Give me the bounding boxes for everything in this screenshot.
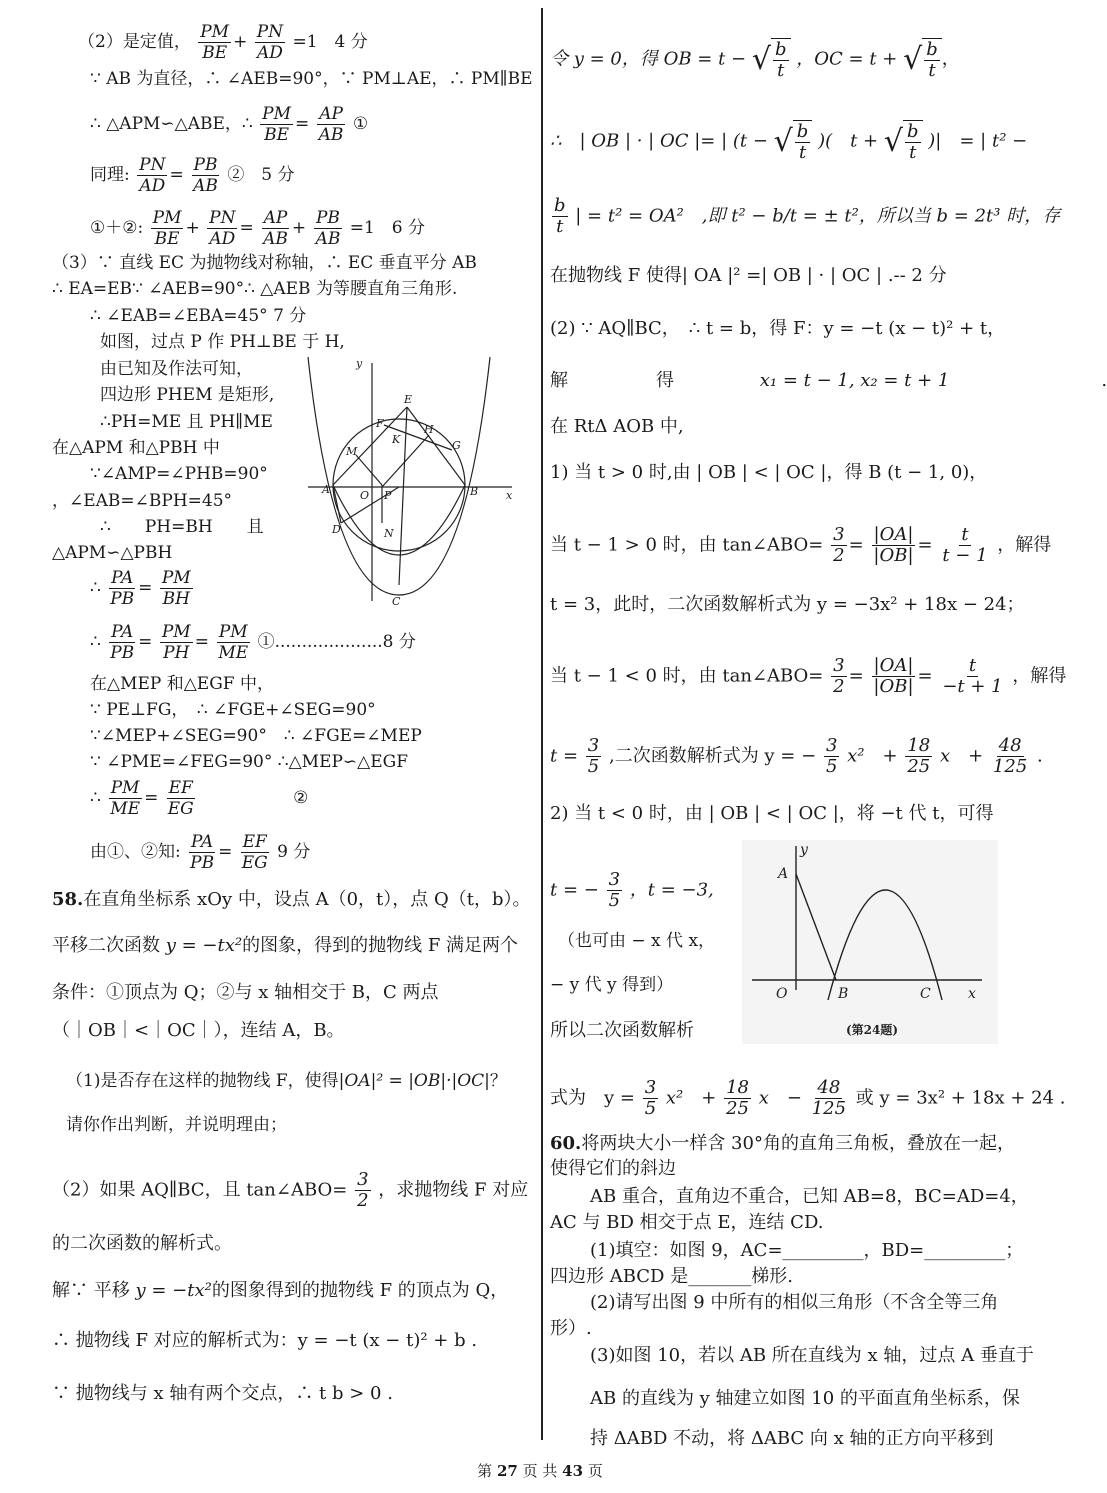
- figure-circle-parabola: [300, 355, 518, 607]
- figure-question-24: [742, 840, 998, 1044]
- line-r13: 2) 当 t < 0 时，由 | OB | < | OC |，将 −t 代 t，可得: [550, 803, 994, 824]
- line-l13: 在△APM 和△PBH 中: [52, 438, 220, 458]
- line-l1: （2）是定值， $\frac{PM}{BE}$ + $\frac{PN}{AD}$ =1 4 分: [78, 22, 368, 63]
- page-footer: 第 27 页 共 43 页: [477, 1462, 603, 1480]
- label-h: H: [424, 423, 434, 436]
- line-q58c: 条件：①顶点为 Q；②与 x 轴相交于 B，C 两点: [52, 982, 439, 1003]
- line-l17: △APM∽△PBH: [52, 543, 173, 563]
- line-r12: t = $\frac{3}{5}$ ,二次函数解析式为 y = − $\frac{3}{5}$ x² + $\frac{18}{25}$ x + $\frac{48}{125}$ .: [550, 735, 1043, 777]
- label-x: x: [506, 489, 513, 502]
- segment-ae: [333, 407, 407, 485]
- line-q60g: (2)请写出图 9 中所有的相似三角形（不含全等三角: [590, 1292, 999, 1313]
- line-r14: t = − $\frac{3}{5}$ ，t = −3,: [550, 869, 714, 911]
- line-r1: 令 y = 0，得 OB = t − √ $\frac{b}{t}$ ，OC = t + √ $\frac{b}{t}$ ，: [550, 39, 960, 81]
- line-r2: ∴ | OB | · | OC |= | (t − √ $\frac{b}{t}$ )( t + √ $\frac{b}{t}$ )| = | t² −: [550, 121, 1028, 163]
- line-q60c: AB 重合，直角边不重合，已知 AB=8，BC=AD=4，: [590, 1186, 1029, 1207]
- label-a: A: [322, 483, 330, 496]
- segment-mp: [356, 455, 382, 485]
- line-q58g: （2）如果 AQ∥BC，且 tan∠ABO= $\frac{3}{2}$ ，求抛物线 F 对应: [52, 1169, 529, 1211]
- line-r10: t = 3，此时，二次函数解析式为 y = −3x² + 18x − 24；: [550, 594, 1025, 615]
- line-l25: 由①、②知: $\frac{PA}{PB}$ = $\frac{EF}{EG}$ 9 分: [90, 832, 311, 873]
- line-l22: ∵∠MEP+∠SEG=90° ∴ ∠FGE=∠MEP: [90, 726, 422, 746]
- line-l8: ∴ ∠EAB=∠EBA=45° 7 分: [90, 306, 307, 326]
- line-r15: （也可由 − x 代 x，: [558, 931, 716, 951]
- line-r4: 在抛物线 F 使得| OA |² =| OB | · | OC | .-- 2 分: [550, 265, 947, 286]
- line-q60b: 使得它们的斜边: [550, 1158, 676, 1179]
- line-r3: $\frac{b}{t}$ | = t² = OA² ,即 t² − b/t = ± t²，所以当 b = 2t³ 时，存: [554, 195, 1061, 237]
- line-r16: − y 代 y 得到）: [550, 975, 674, 995]
- label-o: O: [360, 489, 370, 502]
- line-l6: （3）∵ 直线 EC 为抛物线对称轴，∴ EC 垂直平分 AB: [52, 253, 477, 273]
- line-q60d: AC 与 BD 相交于点 E，连结 CD.: [550, 1212, 824, 1233]
- line-r17: 所以二次函数解析: [550, 1020, 694, 1041]
- line-l24: ∴ $\frac{PM}{ME}$ = $\frac{EF}{EG}$ ②: [90, 778, 309, 819]
- line-r7: 在 RtΔ AOB 中,: [550, 416, 684, 437]
- figure-caption: (第24题): [846, 1023, 899, 1037]
- line-q58e: （1)是否存在这样的抛物线 F，使得|OA|² = |OB|·|OC|？: [66, 1071, 507, 1091]
- question-58-stem: 58.在直角坐标系 xOy 中，设点 A（0，t），点 Q（t，b）。: [52, 889, 531, 910]
- label-g: G: [452, 439, 461, 452]
- label-d: D: [332, 523, 341, 536]
- label-f: F: [376, 417, 384, 430]
- line-l2: ∵ AB 为直径，∴ ∠AEB=90°，∵ PM⊥AE，∴ PM∥BE: [90, 69, 533, 89]
- label-o: O: [776, 986, 788, 1002]
- label-y: y: [800, 842, 808, 858]
- line-l11: 四边形 PHEM 是矩形,: [100, 385, 275, 405]
- column-divider: [541, 8, 543, 1440]
- line-l4: 同理: $\frac{PN}{AD}$ = $\frac{PB}{AB}$ ② 5 分: [90, 155, 295, 196]
- line-q60f: 四边形 ABCD 是_______梯形.: [550, 1266, 793, 1287]
- line-l14: ∵∠AMP=∠PHB=90°: [90, 464, 268, 484]
- line-q58h: 的二次函数的解析式。: [52, 1233, 232, 1254]
- line-l10: 由已知及作法可知，: [100, 359, 253, 379]
- label-b: B: [470, 485, 479, 498]
- line-r11: 当 t − 1 < 0 时，由 tan∠ABO= $\frac{3}{2}$ = $\frac{|OA|}{|OB|}$ = $\frac{t}{-t + 1}$ ，解得: [550, 655, 1067, 697]
- line-l23: ∵ ∠PME=∠FEG=90° ∴△MEP∽△EGF: [90, 752, 409, 772]
- line-l9: 如图，过点 P 作 PH⊥BE 于 H,: [100, 332, 345, 352]
- line-q60k: 持 ΔABD 不动，将 ΔABC 向 x 轴的正方向平移到: [590, 1428, 994, 1449]
- line-l18: ∴ $\frac{PA}{PB}$ = $\frac{PM}{BH}$: [90, 568, 191, 609]
- parabola-lower: [333, 485, 465, 555]
- label-y: y: [356, 357, 363, 370]
- line-r8: 1) 当 t > 0 时,由 | OB | < | OC |，得 B (t − 1, 0)，: [550, 462, 988, 483]
- line-l7: ∴ EA=EB∵ ∠AEB=90°∴ △AEB 为等腰直角三角形.: [52, 279, 458, 299]
- frac-pm-be: $\frac{PM}{BE}$: [200, 22, 230, 63]
- line-q58d: （｜OB｜<｜OC｜），连结 A，B。: [52, 1020, 345, 1041]
- line-q60j: AB 的直线为 y 轴建立如图 10 的平面直角坐标系，保: [590, 1388, 1020, 1409]
- line-q58i: 解∵ 平移 y = −tx²的图象得到的抛物线 F 的顶点为 Q，: [52, 1280, 509, 1301]
- line-l3: ∴ △APM∽△ABE，∴ $\frac{PM}{BE}$ = $\frac{AP}{AB}$ ①: [90, 104, 369, 145]
- line-r18: 式为 y = $\frac{3}{5}$ x² + $\frac{18}{25}$ x − $\frac{48}{125}$ 或 y = 3x² + 18x + 24 .: [550, 1077, 1066, 1119]
- line-l16: ∴ PH=BH 且: [100, 517, 264, 537]
- line-r6: 解 得 x₁ = t − 1, x₂ = t + 1 .: [550, 370, 1107, 391]
- question-60-stem: 60.将两块大小一样含 30°角的直角三角板，叠放在一起，: [550, 1133, 1015, 1154]
- line-r5: (2) ∵ AQ∥BC， ∴ t = b，得 F：y = −t (x − t)² + t，: [550, 318, 1006, 339]
- current-page-number: 27: [496, 1462, 518, 1480]
- line-q58f: 请你作出判断，并说明理由；: [66, 1115, 287, 1135]
- label-a: A: [778, 866, 789, 882]
- label-e: E: [404, 393, 413, 406]
- line-l19: ∴ $\frac{PA}{PB}$ = $\frac{PM}{PH}$ = $\frac{PM}{ME}$ ①....................8 分: [90, 622, 416, 663]
- label-k: K: [392, 433, 401, 446]
- label-b: B: [838, 986, 849, 1002]
- label-x: x: [968, 986, 976, 1002]
- line-q58j: ∴ 抛物线 F 对应的解析式为：y = −t (x − t)² + b .: [52, 1330, 478, 1351]
- frac-pn-ad: $\frac{PN}{AD}$: [256, 22, 284, 63]
- parabola-large: [308, 357, 490, 595]
- label-m: M: [346, 445, 358, 458]
- line-l21: ∵ PE⊥FG， ∴ ∠FGE+∠SEG=90°: [90, 700, 376, 720]
- line-q58k: ∵ 抛物线与 x 轴有两个交点，∴ t b > 0 .: [52, 1383, 393, 1404]
- label-p: P: [384, 489, 392, 502]
- label-c: C: [392, 595, 401, 608]
- line-q60h: 形）.: [550, 1318, 592, 1339]
- line-r9: 当 t − 1 > 0 时，由 tan∠ABO= $\frac{3}{2}$ = $\frac{|OA|}{|OB|}$ = $\frac{t}{t - 1}$ ，解得: [550, 524, 1052, 566]
- line-l12: ∴PH=ME 且 PH∥ME: [100, 412, 273, 432]
- line-q60i: (3)如图 10，若以 AB 所在直线为 x 轴，过点 A 垂直于: [590, 1345, 1034, 1366]
- line-q60e: (1)填空：如图 9，AC=_________，BD=_________；: [590, 1240, 1024, 1261]
- line-l20: 在△MEP 和△EGF 中，: [90, 674, 274, 694]
- label-n: N: [384, 527, 394, 540]
- line-l5: ①＋②: $\frac{PM}{BE}$ + $\frac{PN}{AD}$ = $\frac{AP}{AB}$ + $\frac{PB}{AB}$ =1 6 分: [90, 208, 426, 249]
- total-page-number: 43: [562, 1462, 584, 1480]
- line-q58b: 平移二次函数 y = −tx²的图象，得到的抛物线 F 满足两个: [52, 935, 519, 956]
- line-l15: ，∠EAB=∠BPH=45°: [52, 491, 233, 511]
- label-c: C: [920, 986, 931, 1002]
